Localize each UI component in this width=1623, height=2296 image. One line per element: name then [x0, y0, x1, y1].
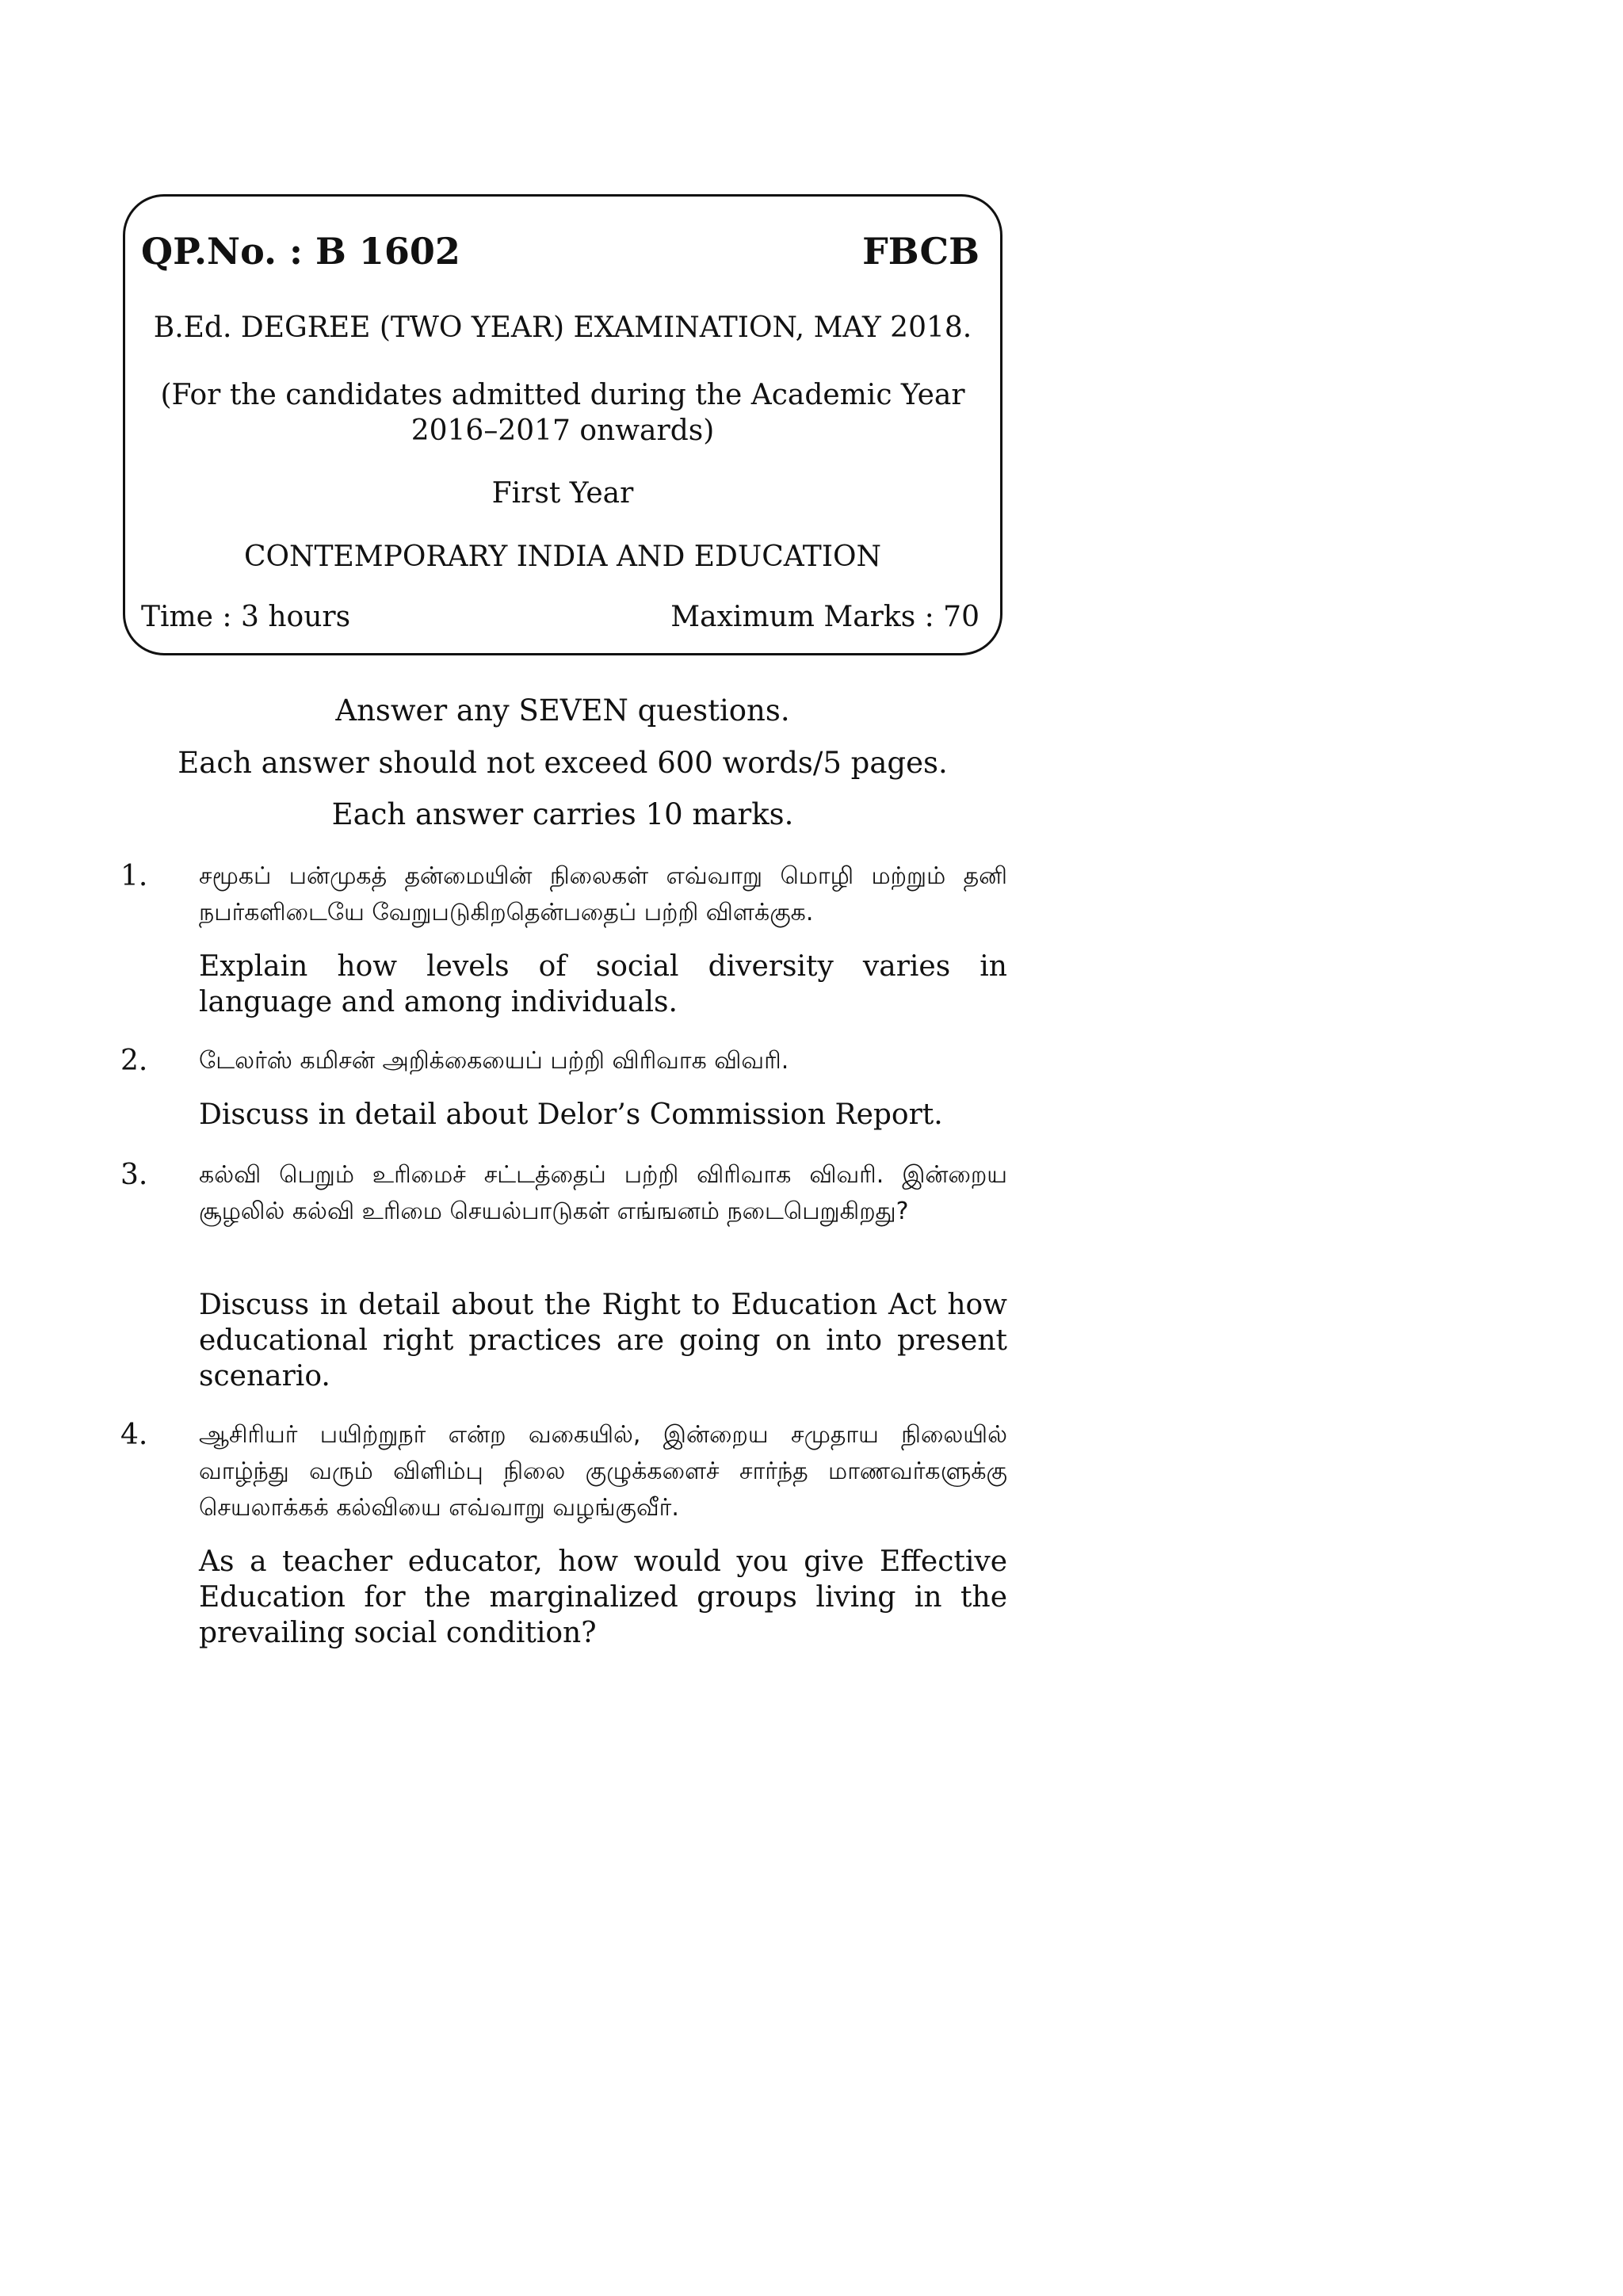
- question-number: 3.: [120, 1159, 148, 1191]
- instruction-2: Each answer should not exceed 600 words/5 pages.: [178, 746, 948, 780]
- subject-title: CONTEMPORARY INDIA AND EDUCATION: [243, 541, 882, 573]
- qp-number: QP.No. : B 1602: [141, 230, 460, 273]
- question-tamil-text: ஆசிரியர் பயிற்றுநர் என்ற வகையில், இன்றைய சமுதாய நிலையில் வாழ்ந்து வரும் விளிம்பு நிலை குழுக்களைச் சார்ந்த மாணவர்களுக்கு செயலாக்கக் கல்வியை எவ்வாறு வழங்குவீர்.: [199, 1421, 1007, 1522]
- time-label: Time : 3 hours: [141, 601, 351, 633]
- question-english-text: As a teacher educator, how would you give Effective Education for the marginalized groups living in the prevailing social condition?: [199, 1545, 1007, 1649]
- header-box: [123, 194, 1002, 655]
- question-english-text: Discuss in detail about Delor’s Commission Report.: [199, 1098, 943, 1131]
- time-marks-row: [141, 601, 980, 633]
- question-tamil-text: கல்வி பெறும் உரிமைச் சட்டத்தைப் பற்றி விரிவாக விவரி. இன்றைய சூழலில் கல்வி உரிமை செயல்பாடுகள் எங்ஙனம் நடைபெறுகிறது?: [199, 1161, 1007, 1225]
- question-number: 1.: [120, 860, 148, 892]
- question-tamil-text: டேலர்ஸ் கமிசன் அறிக்கையைப் பற்றி விரிவாக விவரி.: [199, 1047, 789, 1075]
- question-number: 4.: [120, 1419, 148, 1451]
- instruction-1: Answer any SEVEN questions.: [335, 693, 790, 728]
- question-english-text: Explain how levels of social diversity varies in language and among individuals.: [199, 950, 1007, 1018]
- candidates-line-2: 2016–2017 onwards): [411, 415, 715, 447]
- paper-code: FBCB: [862, 230, 980, 273]
- question-number: 2.: [120, 1045, 148, 1077]
- max-marks-label: Maximum Marks : 70: [670, 601, 980, 633]
- question-english-text: Discuss in detail about the Right to Education Act how educational right practices are going on into present scenario.: [199, 1289, 1007, 1392]
- instruction-3: Each answer carries 10 marks.: [331, 797, 794, 831]
- year-label: First Year: [491, 477, 634, 510]
- qp-row: [141, 230, 980, 273]
- question-tamil-text: சமூகப் பன்முகத் தன்மையின் நிலைகள் எவ்வாறு மொழி மற்றும் தனி நபர்களிடையே வேறுபடுகிறதென்பதைப் பற்றி விளக்குக.: [199, 862, 1007, 926]
- candidates-line-1: (For the candidates admitted during the Academic Year: [160, 379, 965, 411]
- exam-title: B.Ed. DEGREE (TWO YEAR) EXAMINATION, MAY 2018.: [153, 311, 972, 344]
